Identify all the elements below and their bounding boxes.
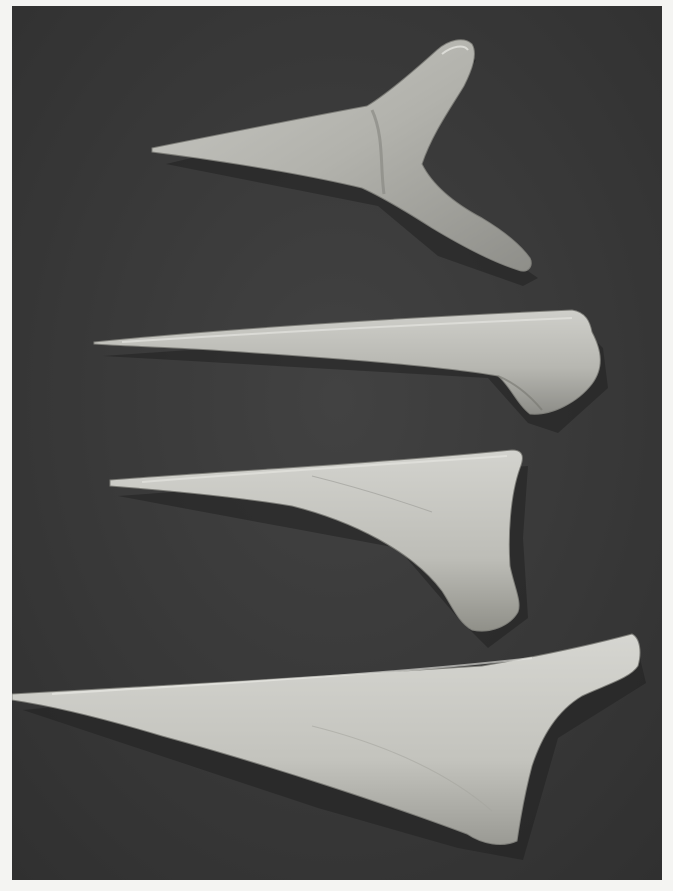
photo-plate xyxy=(12,6,662,880)
photograph xyxy=(12,6,662,880)
